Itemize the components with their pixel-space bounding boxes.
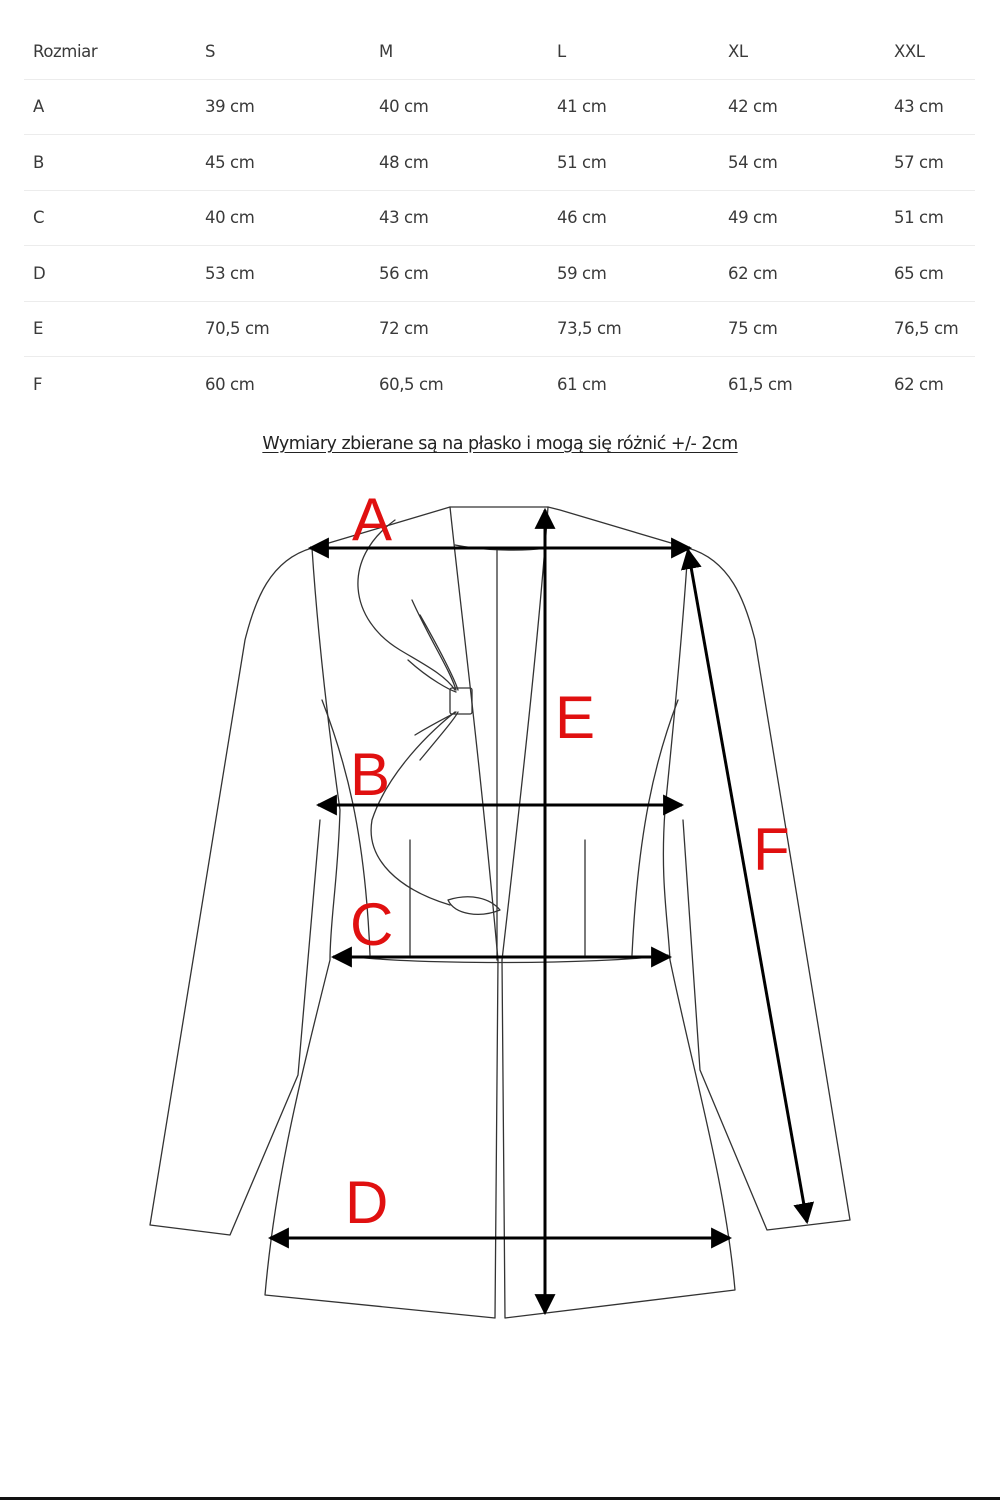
right-body-side bbox=[502, 548, 735, 1318]
table-cell: 40 cm bbox=[379, 97, 429, 117]
measurement-note-text: Wymiary zbierane są na płasko i mogą się różnić +/- 2cm bbox=[262, 434, 738, 454]
table-cell: 45 cm bbox=[205, 152, 255, 172]
header-cell: S bbox=[205, 41, 216, 61]
table-cell: 54 cm bbox=[728, 152, 778, 172]
table-cell: 56 cm bbox=[379, 263, 429, 283]
table-cell: C bbox=[33, 208, 45, 228]
jacket-outline bbox=[150, 507, 850, 1318]
table-cell: B bbox=[33, 152, 44, 172]
table-cell: 43 cm bbox=[379, 208, 429, 228]
table-cell: 53 cm bbox=[205, 263, 255, 283]
table-cell: D bbox=[33, 263, 46, 283]
right-princess-seam bbox=[632, 700, 678, 955]
header-cell: Rozmiar bbox=[33, 41, 98, 61]
table-cell: 62 cm bbox=[728, 263, 778, 283]
right-lapel bbox=[502, 507, 548, 960]
table-cell: 75 cm bbox=[728, 319, 778, 339]
header-cell: XXL bbox=[894, 41, 925, 61]
left-lapel bbox=[450, 507, 498, 960]
label-d: D bbox=[345, 1169, 389, 1236]
table-cell: 61 cm bbox=[557, 374, 607, 394]
table-cell: 60,5 cm bbox=[379, 374, 444, 394]
label-e: E bbox=[555, 684, 596, 751]
table-cell: 73,5 cm bbox=[557, 319, 622, 339]
table-cell: 60 cm bbox=[205, 374, 255, 394]
table-cell: 39 cm bbox=[205, 97, 255, 117]
table-cell: 72 cm bbox=[379, 319, 429, 339]
table-cell: 65 cm bbox=[894, 263, 944, 283]
table-cell: 48 cm bbox=[379, 152, 429, 172]
header-cell: L bbox=[557, 41, 566, 61]
label-c: C bbox=[350, 891, 394, 958]
table-cell: 51 cm bbox=[894, 208, 944, 228]
table-cell: A bbox=[33, 97, 44, 117]
table-cell: 59 cm bbox=[557, 263, 607, 283]
left-sleeve bbox=[150, 548, 320, 1235]
table-cell: 46 cm bbox=[557, 208, 607, 228]
header-cell: XL bbox=[728, 41, 748, 61]
table-cell: 57 cm bbox=[894, 152, 944, 172]
table-cell: 43 cm bbox=[894, 97, 944, 117]
label-b: B bbox=[350, 741, 391, 808]
table-cell: 49 cm bbox=[728, 208, 778, 228]
table-cell: 62 cm bbox=[894, 374, 944, 394]
table-cell: 42 cm bbox=[728, 97, 778, 117]
table-cell: 61,5 cm bbox=[728, 374, 793, 394]
label-f: F bbox=[753, 816, 790, 883]
table-cell: 70,5 cm bbox=[205, 319, 270, 339]
table-cell: F bbox=[33, 374, 43, 394]
table-cell: 41 cm bbox=[557, 97, 607, 117]
label-a: A bbox=[352, 486, 393, 553]
table-cell: 76,5 cm bbox=[894, 319, 959, 339]
table-cell: E bbox=[33, 319, 44, 339]
bow-folds bbox=[408, 600, 458, 760]
header-cell: M bbox=[379, 41, 393, 61]
table-cell: 51 cm bbox=[557, 152, 607, 172]
bow-knot bbox=[450, 688, 472, 714]
table-cell: 40 cm bbox=[205, 208, 255, 228]
